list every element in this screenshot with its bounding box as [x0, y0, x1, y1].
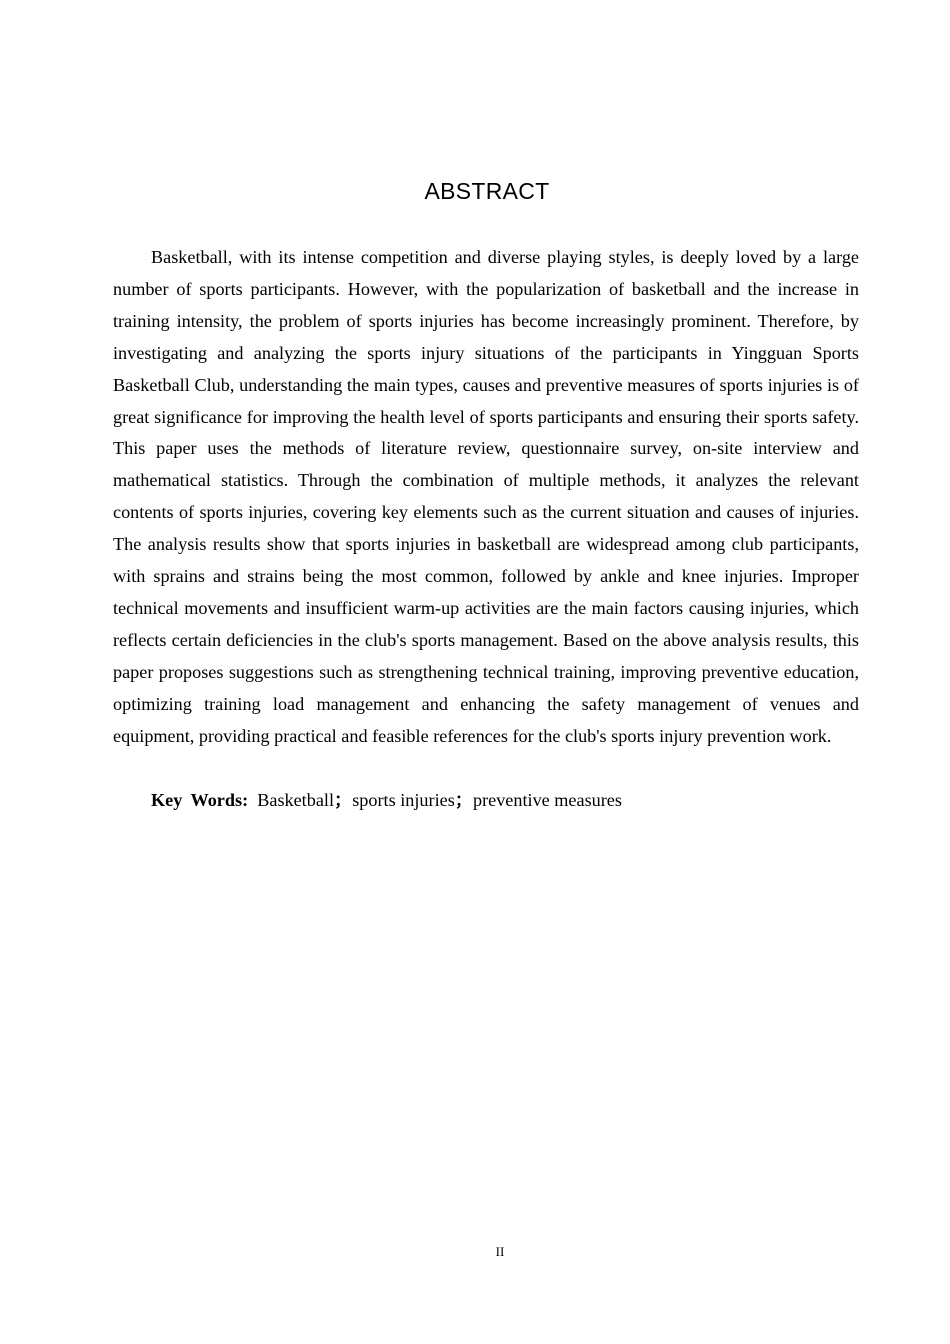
keyword-item: sports injuries	[352, 790, 455, 810]
keyword-item: preventive measures	[472, 790, 622, 810]
keywords-label: Key Words:	[151, 790, 249, 810]
keyword-separator: ；	[334, 790, 353, 810]
page-number: II	[495, 1244, 505, 1259]
keyword-separator: ；	[454, 790, 473, 810]
abstract-body: Basketball, with its intense competition and diverse playing styles, is deeply loved by a large number of sports participants. However, with the popularization of basketball and the increase in training intensity, the problem of sports injuries has become increasingly prominent. Therefore, by investigating and analyzing the sports injury situations of the participants in Yingguan Sports Basketball Club, understanding the main types, causes and preventive measures of sports injuries is of great significance for improving the health level of sports participants and ensuring their sports safety. This paper uses the methods of literature review, questionnaire survey, on-site interview and mathematical statistics. Through the combination of multiple methods, it analyzes the relevant contents of sports injuries, covering key elements such as the current situation and causes of injuries. The analysis results show that sports injuries in basketball are widespread among club participants, with sprains and strains being the most common, followed by ankle and knee injuries. Improper technical movements and insufficient warm-up activities are the main factors causing injuries, which reflects certain deficiencies in the club's sports management. Based on the above analysis results, this paper proposes suggestions such as strengthening technical training, improving preventive education, optimizing training load management and enhancing the safety management of venues and equipment, providing practical and feasible references for the club's sports injury prevention work.	[113, 247, 859, 746]
abstract-title: ABSTRACT	[424, 178, 550, 204]
keyword-item: Basketball	[257, 790, 335, 810]
keywords-line	[151, 785, 859, 817]
